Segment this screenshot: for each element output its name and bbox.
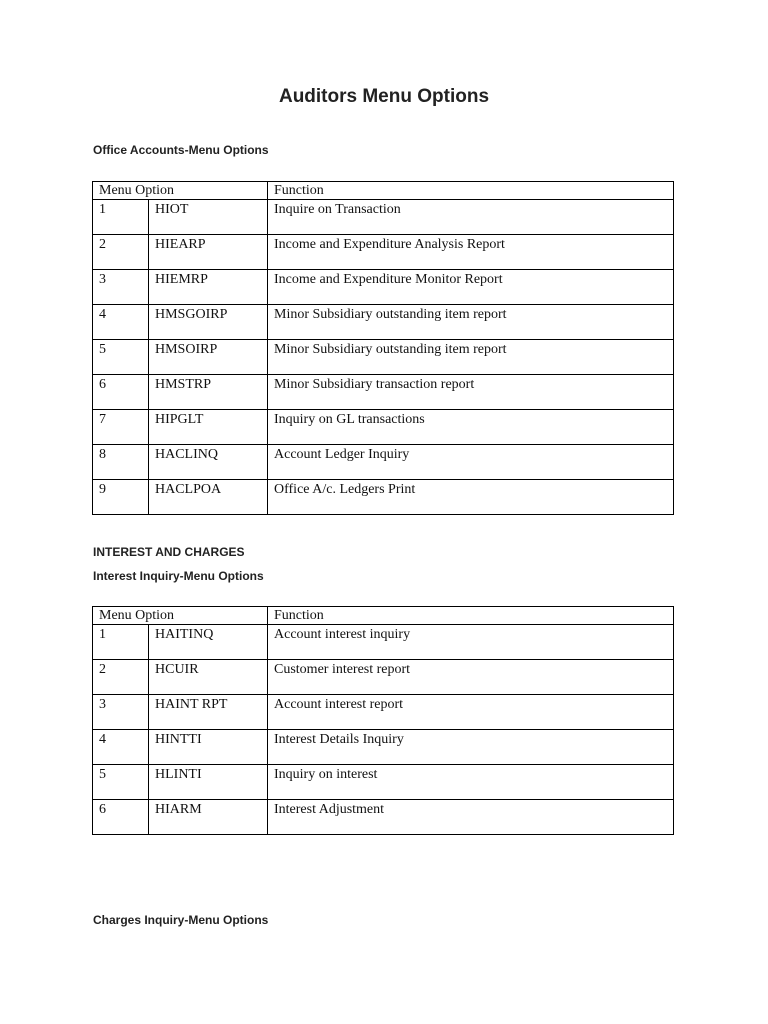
row-number: 9 bbox=[93, 480, 149, 515]
table-row bbox=[93, 235, 674, 270]
table-row bbox=[93, 695, 674, 730]
table-row bbox=[93, 200, 674, 235]
table-row bbox=[93, 765, 674, 800]
row-number: 1 bbox=[93, 200, 149, 235]
menu-code: HIARM bbox=[149, 800, 268, 835]
column-header-menu-option: Menu Option bbox=[93, 182, 268, 200]
interest-inquiry-table bbox=[92, 606, 674, 835]
menu-code: HIEARP bbox=[149, 235, 268, 270]
table-header-row bbox=[93, 607, 674, 625]
row-number: 4 bbox=[93, 730, 149, 765]
function-description: Minor Subsidiary transaction report bbox=[268, 375, 674, 410]
menu-code: HIPGLT bbox=[149, 410, 268, 445]
row-number: 7 bbox=[93, 410, 149, 445]
function-description: Office A/c. Ledgers Print bbox=[268, 480, 674, 515]
document-title: Auditors Menu Options bbox=[278, 86, 490, 107]
table-row bbox=[93, 340, 674, 375]
menu-code: HAITINQ bbox=[149, 625, 268, 660]
menu-code: HINTTI bbox=[149, 730, 268, 765]
function-description: Interest Details Inquiry bbox=[268, 730, 674, 765]
row-number: 2 bbox=[93, 660, 149, 695]
office-accounts-heading: Office Accounts-Menu Options bbox=[93, 143, 269, 157]
row-number: 5 bbox=[93, 340, 149, 375]
column-header-menu-option: Menu Option bbox=[93, 607, 268, 625]
function-description: Income and Expenditure Monitor Report bbox=[268, 270, 674, 305]
table-header-row bbox=[93, 182, 674, 200]
table-row bbox=[93, 800, 674, 835]
menu-code: HMSOIRP bbox=[149, 340, 268, 375]
function-description: Interest Adjustment bbox=[268, 800, 674, 835]
table-row bbox=[93, 410, 674, 445]
function-description: Inquiry on interest bbox=[268, 765, 674, 800]
row-number: 2 bbox=[93, 235, 149, 270]
table-row bbox=[93, 375, 674, 410]
row-number: 4 bbox=[93, 305, 149, 340]
function-description: Inquiry on GL transactions bbox=[268, 410, 674, 445]
table-row bbox=[93, 625, 674, 660]
row-number: 3 bbox=[93, 270, 149, 305]
table-row bbox=[93, 480, 674, 515]
menu-code: HACLPOA bbox=[149, 480, 268, 515]
interest-inquiry-heading: Interest Inquiry-Menu Options bbox=[93, 569, 264, 583]
function-description: Income and Expenditure Analysis Report bbox=[268, 235, 674, 270]
row-number: 5 bbox=[93, 765, 149, 800]
menu-code: HIOT bbox=[149, 200, 268, 235]
row-number: 6 bbox=[93, 800, 149, 835]
row-number: 8 bbox=[93, 445, 149, 480]
column-header-function: Function bbox=[268, 182, 674, 200]
table-row bbox=[93, 660, 674, 695]
row-number: 1 bbox=[93, 625, 149, 660]
menu-code: HMSTRP bbox=[149, 375, 268, 410]
table-row bbox=[93, 445, 674, 480]
interest-charges-heading: INTEREST AND CHARGES bbox=[93, 545, 245, 559]
menu-code: HAINT RPT bbox=[149, 695, 268, 730]
menu-code: HMSGOIRP bbox=[149, 305, 268, 340]
table-row bbox=[93, 305, 674, 340]
function-description: Customer interest report bbox=[268, 660, 674, 695]
row-number: 6 bbox=[93, 375, 149, 410]
function-description: Minor Subsidiary outstanding item report bbox=[268, 340, 674, 375]
charges-inquiry-heading: Charges Inquiry-Menu Options bbox=[93, 913, 269, 927]
function-description: Minor Subsidiary outstanding item report bbox=[268, 305, 674, 340]
function-description: Account interest report bbox=[268, 695, 674, 730]
function-description: Account interest inquiry bbox=[268, 625, 674, 660]
function-description: Account Ledger Inquiry bbox=[268, 445, 674, 480]
menu-code: HIEMRP bbox=[149, 270, 268, 305]
office-accounts-table bbox=[92, 181, 674, 515]
function-description: Inquire on Transaction bbox=[268, 200, 674, 235]
table-row bbox=[93, 270, 674, 305]
menu-code: HLINTI bbox=[149, 765, 268, 800]
table-row bbox=[93, 730, 674, 765]
menu-code: HCUIR bbox=[149, 660, 268, 695]
row-number: 3 bbox=[93, 695, 149, 730]
column-header-function: Function bbox=[268, 607, 674, 625]
menu-code: HACLINQ bbox=[149, 445, 268, 480]
